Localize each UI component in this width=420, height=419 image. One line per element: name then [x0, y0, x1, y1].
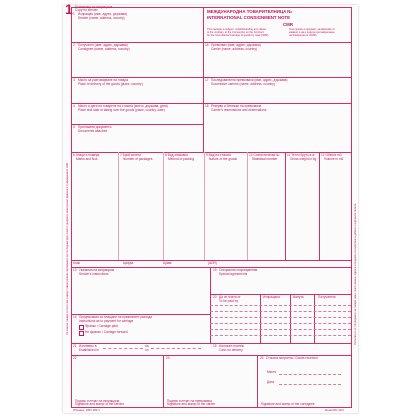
box7-label-bg: Брой колети: [122, 153, 141, 157]
delivery-place-field[interactable]: [73, 86, 203, 102]
received-place-line: [279, 374, 341, 375]
box1-label-en: Sender (name, address, country): [78, 15, 125, 20]
pay-col-consignee: Получателя: [318, 295, 336, 299]
signature-divider-2: [257, 355, 258, 407]
box6-label-bg: Знаци и номера: [75, 153, 100, 157]
convention-text-3: for the International Carriage of goods by road (CMR): [207, 34, 269, 37]
box8-label-bg: Вид опаковка: [167, 153, 188, 157]
box3-number: 3: [73, 78, 75, 82]
box11-number: 11: [287, 153, 291, 157]
box4-number: 4: [73, 104, 75, 108]
box6-number: 6: [73, 153, 75, 157]
adr-letter-label: Буква: [163, 261, 172, 265]
adr-number-label: Цифра: [123, 261, 134, 265]
box10-label-en: Statistical number: [252, 156, 278, 161]
box19-label-en: Special agreements: [219, 271, 248, 276]
title-en: INTERNATIONAL CONSIGNMENT NOTE: [207, 15, 291, 20]
box14-label-en: Instructions as to payment for carriage: [79, 318, 134, 323]
box9-number: 9: [206, 153, 208, 157]
on-label-en: on: [145, 347, 149, 352]
box11-label-en: Gross weight in kg: [290, 156, 317, 161]
pay-row-5: [210, 329, 351, 330]
box20-label-bg: Да се плати от: [219, 295, 241, 299]
box21-label-bg: Изготвено в: [79, 344, 97, 348]
right-margin-note: Попълва се от отговорните за товара лица, чиито имена, адреси и подписи са изписани в дебело очертаните полета: [354, 203, 357, 345]
carriage-paid-label: Франко / Carriage paid: [85, 323, 118, 328]
box5-label-bg: Приложени документи: [78, 125, 112, 129]
box24-date-label: Дата: [267, 380, 275, 384]
box16-label-bg: Превозвач (име, адрес, държава): [211, 43, 261, 47]
box17-label-bg: Последователни превозвачи (име, адрес, държава): [211, 78, 288, 82]
pay-col-currency: Валута: [293, 295, 304, 299]
box10-number: 10: [249, 153, 253, 157]
taking-over-field[interactable]: [73, 112, 203, 124]
box17-number: 17: [205, 78, 209, 82]
box24-place-label: Място: [267, 370, 277, 374]
box6-label-en: Marks and Nos: [76, 156, 98, 161]
pay-row-3: [210, 317, 351, 318]
box12-label-en: Volume in m3: [324, 156, 344, 161]
signature-divider-1: [163, 355, 164, 407]
special-agreements-field[interactable]: [213, 276, 349, 294]
box14-label-bg: Предписания за плащане на превозните разходи: [79, 315, 152, 319]
copy-label-bg: Екземпляр за изпращача: [75, 5, 113, 9]
box18-number: 18: [205, 104, 209, 108]
box5-number: 5: [73, 125, 75, 129]
box15-label-bg: Наложен платеж: [219, 344, 244, 348]
cmr-mark: CMR: [283, 22, 293, 27]
box21-separator: [71, 343, 352, 344]
box4-label-bg: Място и дата на товарене на стоката (място, държава, дата): [78, 104, 168, 108]
box21-label-en: Established in: [79, 347, 99, 352]
pay-row-4: [210, 323, 351, 324]
pay-row-6: [210, 335, 351, 336]
documents-attached-field[interactable]: [73, 133, 203, 151]
established-in-line: [103, 348, 143, 349]
cash-on-delivery-field[interactable]: [258, 345, 348, 353]
number-sign: №: [287, 9, 292, 14]
pay-col-sender: Изпращача: [263, 295, 280, 299]
carriage-forward-label: Не франко / Carriage forward: [85, 329, 128, 334]
box5-label-en: Documents attached: [78, 128, 108, 133]
box15-number: 15: [213, 344, 217, 348]
box8-number: 8: [165, 153, 167, 157]
box2-label-bg: Получател (име, адрес, държава): [78, 43, 128, 47]
box8-label-en: Method of packing: [168, 156, 195, 161]
border-bottom: [71, 407, 352, 408]
sender-signature-field[interactable]: [73, 362, 161, 398]
box7-label-en: Number of packages: [123, 156, 153, 161]
adr-class-label: Клас: [73, 261, 81, 265]
box16-label-en: Carrier (name, address, country): [211, 46, 258, 51]
received-date-line: [279, 384, 341, 385]
box23-label-en: Signature and stamp of the carrier: [167, 402, 216, 407]
left-margin-note: За опасни товари се посочва, наред с евентуалния сертификат, на последния ред: класът, цифрата, евентуално буквата и съкращението ADR: [66, 162, 69, 335]
goods-description-area[interactable]: [73, 163, 349, 258]
box13-number: 13: [73, 268, 77, 272]
box12-label-bg: Обем в m3: [325, 153, 342, 157]
border-left: [71, 7, 72, 407]
box21-number: 21: [73, 344, 77, 348]
box13-label-bg: Указания на изпращача: [79, 268, 115, 272]
box4-label-en: Place and date of taking over the goods (place, country, date): [78, 107, 165, 112]
box16-number: 16: [205, 43, 209, 47]
box19-number: 19: [213, 268, 217, 272]
box18-label-bg: Резерви и бележки на превозвача: [211, 104, 262, 108]
convention-note-3: на Конвенцията (CMR): [289, 34, 317, 37]
established-on-line: [151, 348, 201, 349]
box10-label-bg: Статистически №: [253, 153, 280, 157]
box1-number: 1: [73, 12, 75, 16]
adr-label: (ADR): [208, 261, 217, 265]
box12-number: 12: [321, 153, 325, 157]
convention-text-2: to the contrary, to the Convention on the Contract: [207, 31, 264, 34]
consignee-field[interactable]: [73, 51, 203, 76]
convention-text-1: This carriage is subject, notwithstanding any clause: [207, 28, 267, 31]
box20-number: 20: [213, 295, 217, 299]
sender-instructions-field[interactable]: [73, 276, 208, 314]
box11-label-bg: Тегло бруто в кг: [291, 153, 315, 157]
carrier-field[interactable]: [205, 51, 350, 76]
box23-label-bg: Подпис и печат на превозвача: [167, 399, 212, 403]
sender-field[interactable]: [73, 20, 203, 42]
box2-label-en: Consignee (name, address, country): [78, 46, 130, 51]
box15-label-en: Cash on delivery: [219, 347, 243, 352]
carrier-signature-field[interactable]: [166, 362, 254, 398]
carriage-paid-checkbox[interactable]: [79, 325, 84, 330]
box2-number: 2: [73, 43, 75, 47]
box18-label-en: Carrier's reservations and observations: [211, 107, 267, 112]
box13-label-en: Sender's instructions: [79, 271, 109, 276]
pay-row-2: [210, 311, 351, 312]
box3-label-bg: Място за разтоварване на товара: [78, 78, 128, 82]
box22-label-en: Signature and stamp of the sender: [75, 402, 124, 407]
convention-note-1: Този превоз е предмет, независимо от: [289, 28, 336, 31]
pay-row-1: [210, 305, 351, 306]
copy-number: 1: [65, 1, 73, 17]
box3-label-en: Place of delivery of the goods (place, country): [78, 81, 143, 86]
box20-label-en: To be paid by: [219, 298, 238, 303]
successive-carriers-field[interactable]: [205, 86, 350, 102]
convention-note-2: каквато и да е клауза противоречаща: [289, 31, 335, 34]
box7-number: 7: [120, 153, 122, 157]
cmr-form-sheet: [63, 1, 358, 413]
box19-label-bg: Специални споразумения: [219, 268, 258, 272]
box22-label-bg: Подпис и печат на изпращача: [75, 399, 120, 403]
center-divider-mid: [203, 103, 204, 153]
box23-number: 23: [166, 356, 170, 360]
consignee-signature-field[interactable]: [260, 388, 348, 398]
on-label-bg: на: [145, 344, 149, 348]
box22-number: 22: [73, 356, 77, 360]
box9-label-bg: Вид на стоката: [208, 153, 231, 157]
copy-label-en: Copy for sender: [75, 8, 98, 12]
box9-label-en: Nature of the goods: [209, 156, 237, 161]
footer-right: Model RN 10/4: [325, 408, 344, 412]
carrier-reservations-field[interactable]: [205, 112, 350, 152]
border-right: [351, 7, 352, 407]
box1-label-bg: Изпращач (име, адрес, държава): [78, 12, 127, 16]
border-top: [71, 7, 352, 8]
title-bg: МЕЖДУНАРОДНА ТОВАРИТЕЛНИЦА: [207, 9, 287, 14]
box14-number: 14: [73, 315, 77, 319]
box24-label-bg: Стоката получена / Goods received: [266, 356, 318, 360]
box24-label-en: Signature and stamp of the consignee: [261, 402, 315, 407]
box17-label-en: Successive carriers (name, address, country): [211, 81, 275, 86]
footer-left: Образец: НРО 180-1: [73, 408, 100, 412]
box24-number: 24: [260, 356, 264, 360]
carriage-forward-checkbox[interactable]: [79, 331, 84, 336]
